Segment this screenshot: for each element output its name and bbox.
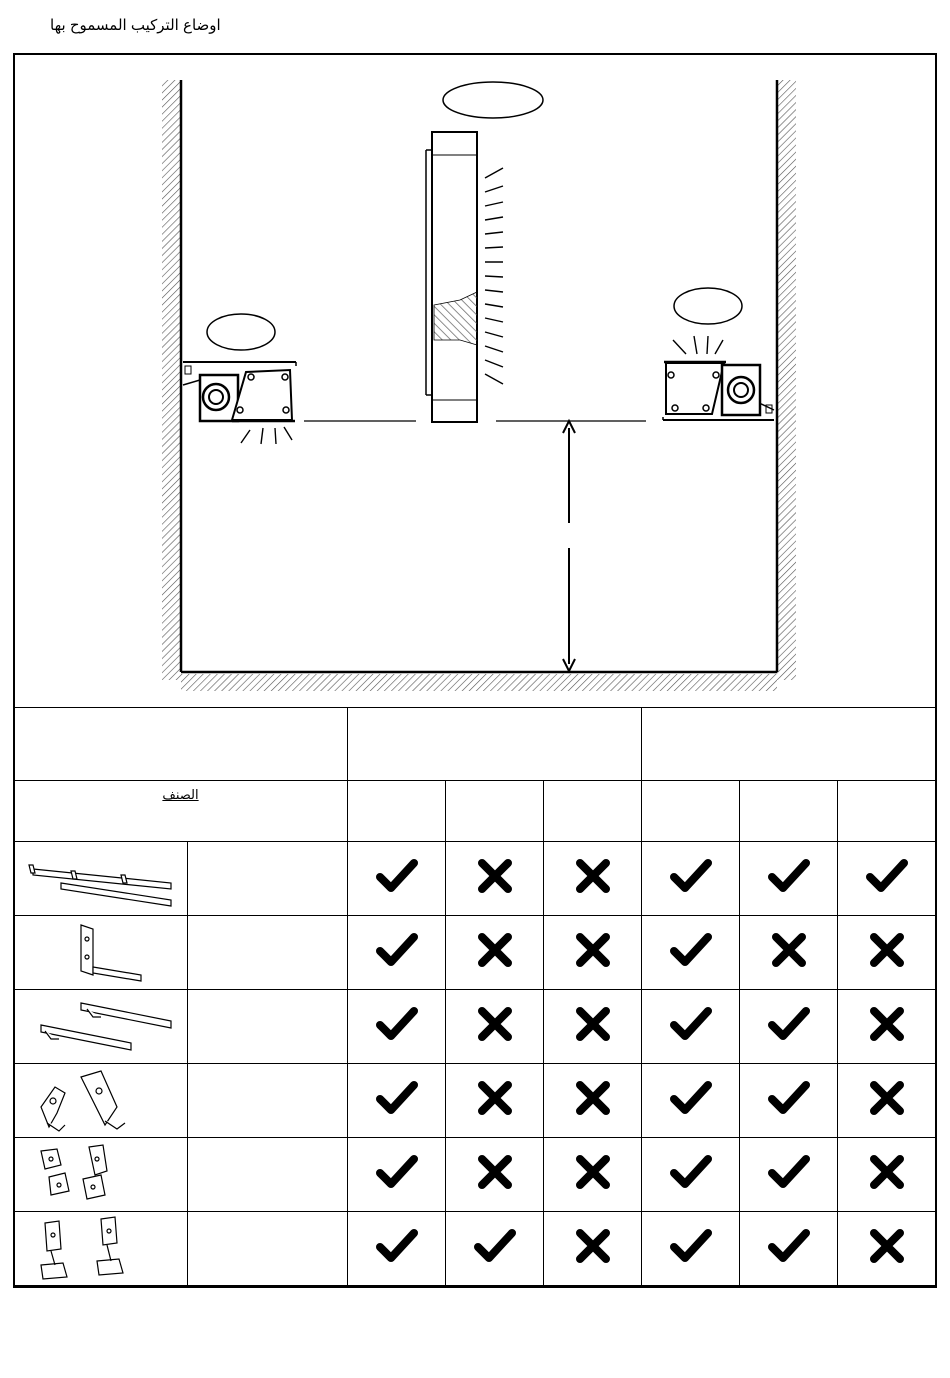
compat-cell xyxy=(740,842,838,916)
checkmark-icon xyxy=(376,1151,418,1193)
cross-icon xyxy=(866,1151,908,1193)
callout-oval-left xyxy=(207,314,275,350)
bracket-image-cell xyxy=(14,1138,188,1212)
compat-cell xyxy=(838,842,936,916)
compat-cell xyxy=(838,1212,936,1286)
checkmark-icon xyxy=(376,929,418,971)
cross-icon xyxy=(572,1003,614,1045)
compat-cell xyxy=(348,916,446,990)
table-row xyxy=(14,1064,936,1138)
checkmark-icon xyxy=(768,1151,810,1193)
compat-cell xyxy=(348,990,446,1064)
bracket-label-cell xyxy=(188,1212,348,1286)
compat-cell xyxy=(544,990,642,1064)
left-wall-unit xyxy=(183,362,296,444)
compat-cell xyxy=(642,916,740,990)
compat-cell xyxy=(642,1212,740,1286)
bracket-pair-long-icon xyxy=(21,845,181,913)
table-row xyxy=(14,990,936,1064)
subheader-cell xyxy=(838,781,936,842)
compat-cell xyxy=(642,1138,740,1212)
bracket-label-cell xyxy=(188,990,348,1064)
checkmark-icon xyxy=(670,1151,712,1193)
checkmark-icon xyxy=(768,1003,810,1045)
bracket-label-cell xyxy=(188,916,348,990)
table-row xyxy=(14,916,936,990)
page-title: اوضاع التركيب المسموح بها xyxy=(50,17,221,34)
height-dimension-arrow xyxy=(563,421,575,671)
l-bracket-icon xyxy=(21,919,181,987)
compat-cell xyxy=(544,1212,642,1286)
header-cell-empty xyxy=(14,708,348,781)
compat-cell xyxy=(348,842,446,916)
compat-cell xyxy=(838,1138,936,1212)
cross-icon xyxy=(474,929,516,971)
compat-cell xyxy=(348,1138,446,1212)
type-header-cell xyxy=(14,781,348,842)
checkmark-icon xyxy=(670,1225,712,1267)
cross-icon xyxy=(572,1151,614,1193)
compat-cell xyxy=(740,1064,838,1138)
compat-cell xyxy=(642,990,740,1064)
checkmark-icon xyxy=(670,1077,712,1119)
adjustable-arm-bracket-icon xyxy=(21,1067,181,1135)
callout-oval-right xyxy=(674,288,742,324)
cross-icon xyxy=(474,1151,516,1193)
subheader-cell xyxy=(446,781,544,842)
cross-icon xyxy=(474,1077,516,1119)
compat-cell xyxy=(740,916,838,990)
compat-cell xyxy=(446,916,544,990)
checkmark-icon xyxy=(670,1003,712,1045)
bracket-label-cell xyxy=(188,1138,348,1212)
compatibility-table xyxy=(13,707,936,1286)
bracket-pair-rail-icon xyxy=(21,993,181,1061)
cross-icon xyxy=(866,929,908,971)
compat-cell xyxy=(642,1064,740,1138)
header-group-2 xyxy=(642,708,936,781)
compat-cell xyxy=(838,1064,936,1138)
subheader-cell xyxy=(348,781,446,842)
checkmark-icon xyxy=(670,855,712,897)
type-header: الصنف xyxy=(162,787,199,802)
compat-cell xyxy=(642,842,740,916)
right-wall-unit xyxy=(663,336,774,420)
compat-cell xyxy=(544,916,642,990)
cross-icon xyxy=(866,1003,908,1045)
header-group-1 xyxy=(348,708,642,781)
cross-icon xyxy=(572,1225,614,1267)
compat-cell xyxy=(838,916,936,990)
compat-cell xyxy=(446,842,544,916)
checkmark-icon xyxy=(376,1077,418,1119)
checkmark-icon xyxy=(376,855,418,897)
checkmark-icon xyxy=(768,1077,810,1119)
table-row xyxy=(14,842,936,916)
table-row xyxy=(14,1212,936,1286)
compat-cell xyxy=(544,1138,642,1212)
checkmark-icon xyxy=(670,929,712,971)
checkmark-icon xyxy=(866,855,908,897)
checkmark-icon xyxy=(376,1225,418,1267)
compat-cell xyxy=(446,1212,544,1286)
subheader-cell xyxy=(740,781,838,842)
bracket-image-cell xyxy=(14,1212,188,1286)
cross-icon xyxy=(474,855,516,897)
cross-icon xyxy=(866,1077,908,1119)
bracket-image-cell xyxy=(14,1064,188,1138)
bracket-image-cell xyxy=(14,916,188,990)
bracket-image-cell xyxy=(14,990,188,1064)
compat-cell xyxy=(446,990,544,1064)
compat-cell xyxy=(348,1064,446,1138)
compat-cell xyxy=(446,1064,544,1138)
bracket-image-cell xyxy=(14,842,188,916)
compat-cell xyxy=(348,1212,446,1286)
subheader-cell xyxy=(642,781,740,842)
compat-cell xyxy=(740,990,838,1064)
callout-oval-center xyxy=(443,82,543,118)
cross-icon xyxy=(572,1077,614,1119)
table-row xyxy=(14,1138,936,1212)
compat-cell xyxy=(544,842,642,916)
subheader-cell xyxy=(544,781,642,842)
cross-icon xyxy=(866,1225,908,1267)
foot-bracket-icon xyxy=(21,1215,181,1283)
bracket-label-cell xyxy=(188,1064,348,1138)
cross-icon xyxy=(768,929,810,971)
checkmark-icon xyxy=(474,1225,516,1267)
hinged-clip-bracket-icon xyxy=(21,1141,181,1209)
compat-cell xyxy=(544,1064,642,1138)
checkmark-icon xyxy=(768,1225,810,1267)
cross-icon xyxy=(474,1003,516,1045)
compat-cell xyxy=(740,1212,838,1286)
bracket-label-cell xyxy=(188,842,348,916)
vertical-heater-unit xyxy=(426,132,503,422)
compat-cell xyxy=(446,1138,544,1212)
checkmark-icon xyxy=(376,1003,418,1045)
compat-cell xyxy=(740,1138,838,1212)
compat-cell xyxy=(838,990,936,1064)
cross-icon xyxy=(572,929,614,971)
cross-icon xyxy=(572,855,614,897)
checkmark-icon xyxy=(768,855,810,897)
